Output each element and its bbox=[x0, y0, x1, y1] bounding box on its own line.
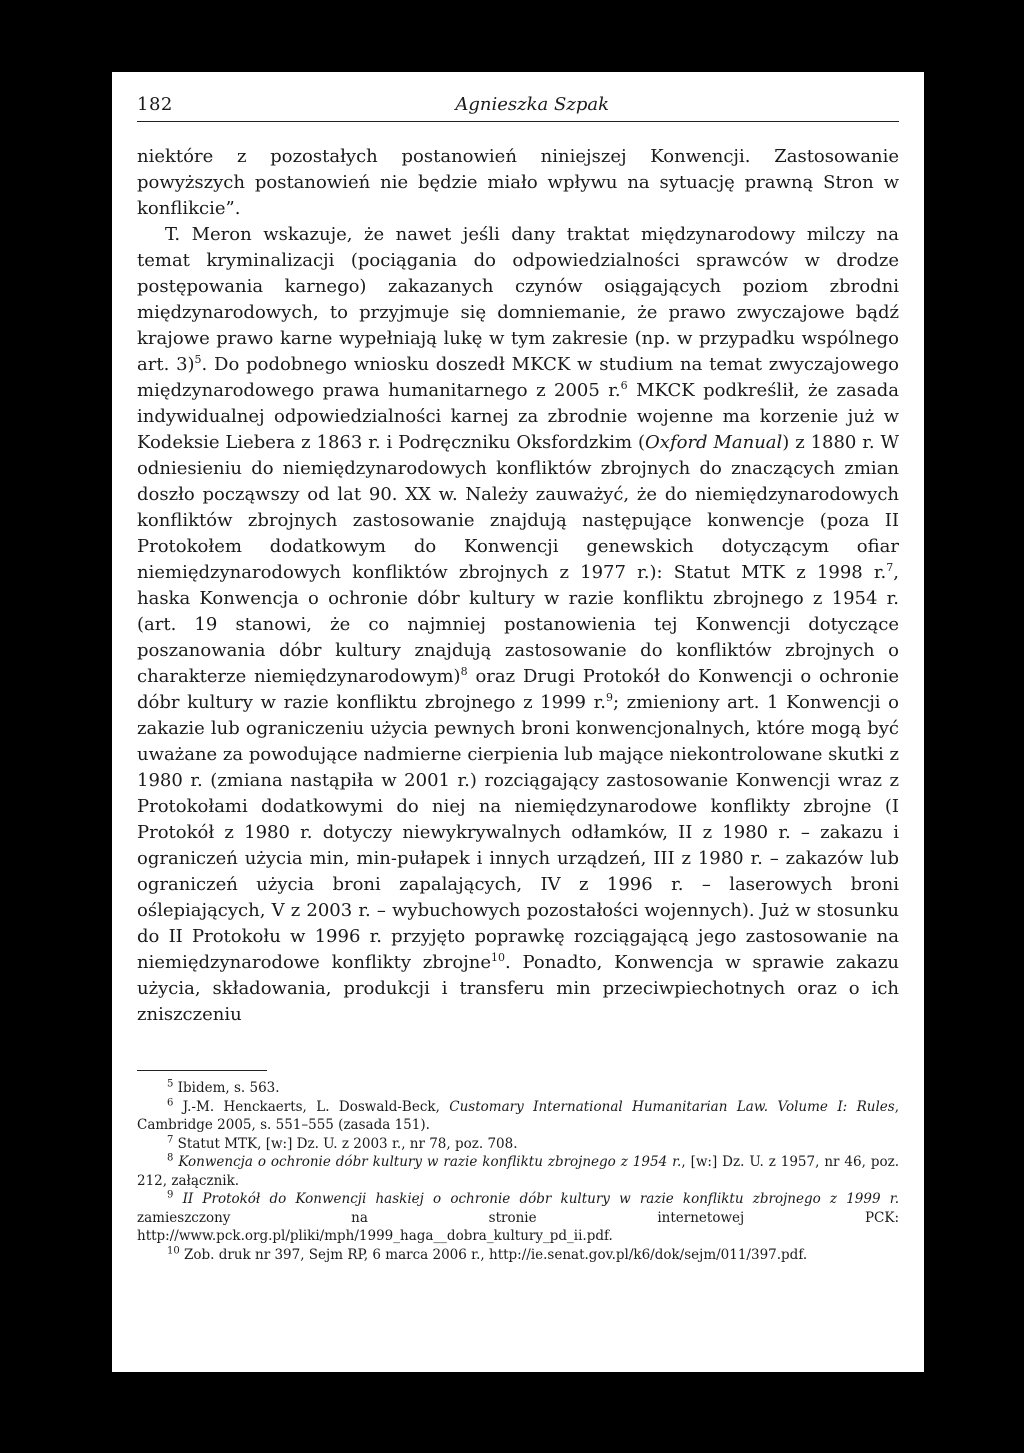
text-run: ; zmieniony art. 1 Konwencji o zakazie lub ograniczeniu użycia pewnych broni konwencjonalnych, które mogą być uważane za powodujące nadmierne cierpienia lub mające niekontrolowane skutki z 1980 r. (zmiana nastąpiła w 2001 r.) rozciągający zastosowanie Konwencji wraz z Protokołami dodatkowymi do niej na niemiędzynarodowe konflikty zbrojne (I Protokół z 1980 r. dotyczy niewykrywalnych odłamków, II z 1980 r. – zakazu i ograniczeń użycia min, min-pułapek i innych urządzeń, III z 1980 r. – zakazów lub ograniczeń użycia broni zapalających, IV z 1996 r. – laserowych broni oślepiających, V z 2003 r. – wybuchowych pozostałości wojennych). Już w stosunku do II Protokołu w 1996 r. przyjęto poprawkę rozciągającą jego zastosowanie na niemiędzynarodowe konflikty zbrojne bbox=[137, 692, 899, 973]
footnote-text: , Cambridge 2005, s. 551–555 (zasada 151). bbox=[137, 1098, 900, 1133]
book-page bbox=[112, 72, 924, 1372]
footnote-5 bbox=[137, 1079, 899, 1098]
footnote-text: , [w:] Dz. U. z 1957, nr 46, poz. 212, załącznik. bbox=[137, 1154, 899, 1189]
page-header bbox=[137, 94, 899, 122]
footnote-ref-8[interactable]: 8 bbox=[460, 665, 468, 678]
footnote-text: J.-M. Henckaerts, L. Doswald-Beck, bbox=[173, 1098, 450, 1115]
footnote-link-text[interactable]: zamieszczony na stronie internetowej PCK: http://www.pck.org.pl/pliki/mph/1999_haga__dobra_kultury_pd_ii.pdf. bbox=[137, 1209, 899, 1244]
footnotes bbox=[137, 1079, 899, 1264]
footnote-8 bbox=[137, 1153, 899, 1190]
text-run: oraz Drugi Protokół do Konwencji o ochronie dóbr kultury w razie konfliktu zbrojnego z 1999 r. bbox=[137, 666, 899, 713]
footnote-number: 10 bbox=[167, 1245, 180, 1256]
text-run: ) z 1880 r. W odniesieniu do niemiędzynarodowych konfliktów zbrojnych do znaczących zmian doszło począwszy od lat 90. XX w. Należy zauważyć, że do niemiędzynarodowych konfliktów zbrojnych zastosowanie znajdują następujące konwencje (poza II Protokołem dodatkowym do Konwencji genewskich dotyczącym ofiar niemiędzynarodowych konfliktów zbrojnych z 1977 r.): Statut MTK z 1998 r. bbox=[137, 432, 899, 583]
footnote-number: 8 bbox=[167, 1152, 174, 1164]
footnote-ref-6[interactable]: 6 bbox=[620, 379, 628, 392]
footnote-title: Customary International Humanitarian Law. Volume I: Rules bbox=[449, 1098, 895, 1115]
text-run: T. Meron wskazuje, że nawet jeśli dany traktat międzynarodowy milczy na temat kryminalizacji (pociągania do odpowiedzialności sprawców w drodze postępowania karnego) zakazanych czynów osiągających poziom zbrodni międzynarodowych, to przyjmuje się domniemanie, że prawo zwyczajowe bądź krajowe prawo karne wypełniają lukę w tym zakresie (np. w przypadku wspólnego art. 3) bbox=[137, 224, 899, 375]
page-number: 182 bbox=[137, 94, 173, 115]
footnote-title: II Protokół do Konwencji haskiej o ochronie dóbr kultury w razie konfliktu zbrojnego z 1999 r. bbox=[182, 1191, 899, 1207]
footnote-10 bbox=[137, 1246, 899, 1265]
footnote-ref-7[interactable]: 7 bbox=[886, 561, 894, 574]
paragraph-continued: niektóre z pozostałych postanowień niniejszej Konwencji. Zastosowanie powyższych postanowień nie będzie miało wpływu na sytuację prawną Stron w konflikcie”. bbox=[137, 146, 899, 219]
footnote-text: Ibidem, s. 563. bbox=[173, 1080, 280, 1096]
footnote-number: 5 bbox=[167, 1078, 174, 1090]
footnote-title: Konwencja o ochronie dóbr kultury w razie konfliktu zbrojnego z 1954 r. bbox=[178, 1154, 682, 1170]
italic-title: Oxford Manual bbox=[645, 432, 783, 453]
running-title: Agnieszka Szpak bbox=[455, 94, 609, 115]
text-run: . Ponadto, Konwencja w sprawie zakazu użycia, składowania, produkcji i transferu min przeciwpiechotnych oraz o ich zniszczeniu bbox=[137, 952, 899, 1025]
text-run: MKCK podkreślił, że zasada indywidualnej odpowiedzialności karnej za zbrodnie wojenne ma korzenie już w Kodeksie Liebera z 1863 r. i Podręczniku Oksfordzkim ( bbox=[137, 380, 899, 453]
footnote-number: 9 bbox=[167, 1189, 174, 1201]
footnote-link-text[interactable]: Zob. druk nr 397, Sejm RP, 6 marca 2006 r., http://ie.senat.gov.pl/k6/dok/sejm/011/397.pdf. bbox=[179, 1246, 808, 1263]
paragraph-meron bbox=[137, 222, 899, 1028]
footnote-text: Statut MTK, [w:] Dz. U. z 2003 r., nr 78, poz. 708. bbox=[173, 1135, 518, 1152]
footnote-number: 7 bbox=[167, 1134, 174, 1145]
text-run: . Do podobnego wniosku doszedł MKCK w studium na temat zwyczajowego międzynarodowego prawa humanitarnego z 2005 r. bbox=[137, 354, 899, 401]
footnote-9 bbox=[137, 1190, 899, 1246]
footnote-divider bbox=[137, 1070, 267, 1071]
main-text bbox=[137, 144, 899, 1028]
text-run: , haska Konwencja o ochronie dóbr kultury w razie konfliktu zbrojnego z 1954 r. (art. 19 stanowi, że co najmniej postanowienia tej Konwencji dotyczące poszanowania dóbr kultury znajdują zastosowanie do konfliktów zbrojnych o charakterze niemiędzynarodowym) bbox=[137, 562, 899, 687]
footnote-ref-10[interactable]: 10 bbox=[491, 951, 506, 964]
footnote-7 bbox=[137, 1135, 899, 1154]
footnote-number: 6 bbox=[167, 1097, 174, 1108]
footnote-6 bbox=[137, 1098, 899, 1135]
footnote-ref-9[interactable]: 9 bbox=[605, 691, 613, 704]
footnote-ref-5[interactable]: 5 bbox=[194, 353, 202, 366]
